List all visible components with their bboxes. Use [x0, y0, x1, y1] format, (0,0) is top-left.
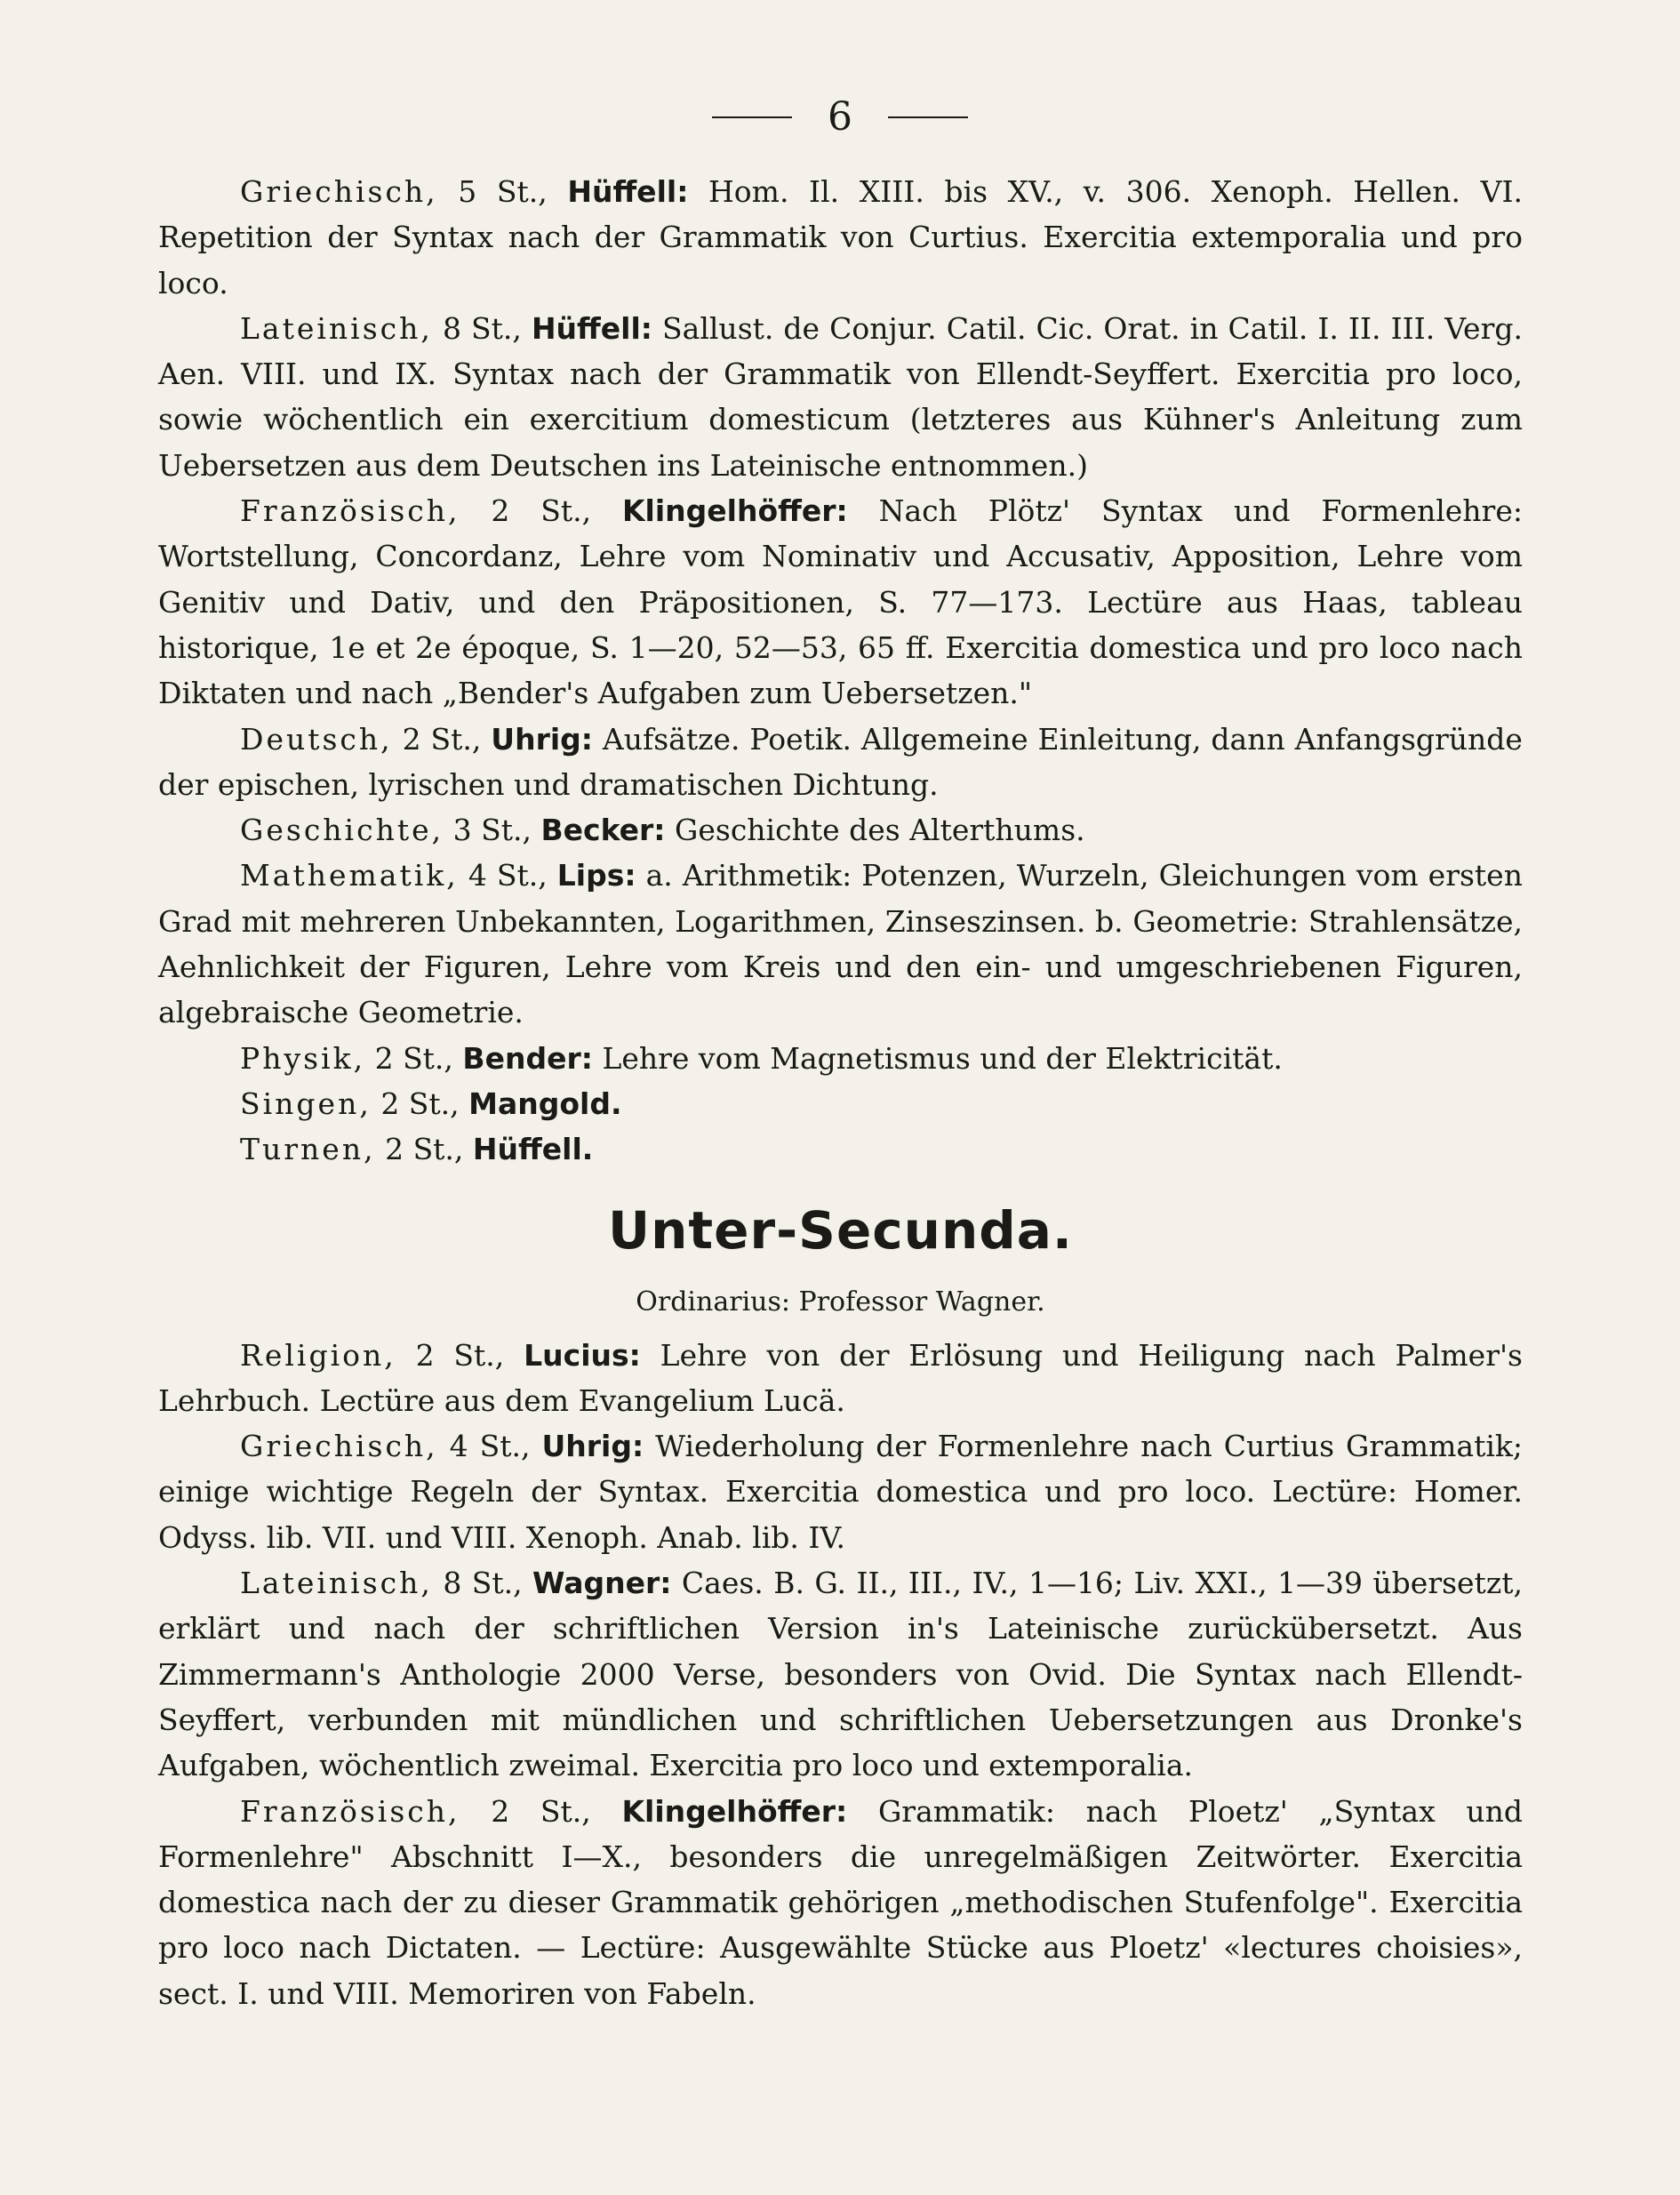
- teacher-name: Bender:: [462, 1040, 593, 1076]
- course-description: Hom. Il. XIII. bis XV., v. 306. Xenoph. Hellen. VI. Repetition der Syntax nach der Grammatik von Curtius. Exercitia extemporalia und pro loco.: [158, 174, 1523, 300]
- hours: 2 St.,: [385, 1132, 464, 1167]
- subject-name: Französisch,: [240, 493, 460, 529]
- hours: 2 St.,: [491, 493, 592, 529]
- teacher-name: Lucius:: [524, 1337, 641, 1373]
- teacher-name: Wagner:: [532, 1566, 672, 1601]
- course-entry: [158, 488, 1523, 716]
- hours: 2 St.,: [402, 721, 482, 757]
- subject-name: Religion,: [240, 1337, 396, 1373]
- course-description: Lehre von der Erlösung und Heiligung nach Palmer's Lehrbuch. Lectüre aus dem Evangelium Lucä.: [158, 1337, 1523, 1418]
- ordinarius-line: Ordinarius: Professor Wagner.: [636, 1286, 1045, 1318]
- course-description: Nach Plötz' Syntax und Formenlehre: Wortstellung, Concordanz, Lehre vom Nominativ und Accusativ, Apposition, Lehre vom Genitiv und Dativ, und den Präpositionen, S. 77—173. Lectüre aus Haas, tableau historique, 1e et 2e époque, S. 1—20, 52—53, 65 ff. Exercitia domestica und pro loco nach Diktaten und nach „Bender's Aufgaben zum Uebersetzen.": [158, 493, 1523, 711]
- hours: 4 St.,: [468, 858, 548, 893]
- teacher-name: Hüffell:: [567, 174, 689, 209]
- section-title: Unter-Secunda.: [608, 1199, 1073, 1261]
- hours: 4 St.,: [449, 1429, 531, 1464]
- teacher-name: Uhrig:: [491, 721, 593, 757]
- hours: 8 St.,: [443, 1566, 523, 1601]
- course-entry: [158, 1789, 1523, 2016]
- hours: 2 St.,: [380, 1085, 460, 1121]
- course-entry: [158, 1036, 1523, 1081]
- hours: 2 St.,: [415, 1337, 505, 1373]
- course-entry: [158, 1560, 1523, 1788]
- subject-name: Singen,: [240, 1085, 372, 1121]
- teacher-name: Becker:: [540, 813, 666, 848]
- course-description: Sallust. de Conjur. Catil. Cic. Orat. in Catil. I. II. III. Verg. Aen. VIII. und IX. Syntax nach der Grammatik von Ellendt-Seyffert. Exercitia pro loco, sowie wöchentlich ein exercitium domesticum (letzteres aus Kühner's Anleitung zum Uebersetzen aus dem Deutschen ins Lateinische entnommen.): [158, 310, 1523, 483]
- course-entry: [158, 1126, 1523, 1172]
- course-entry: [158, 1081, 1523, 1126]
- page-header: [0, 94, 1680, 140]
- course-entry: [158, 807, 1523, 853]
- body-text: [158, 169, 1523, 2016]
- subject-name: Turnen,: [240, 1132, 376, 1167]
- course-entry: [158, 1333, 1523, 1424]
- course-entry: [158, 853, 1523, 1035]
- subject-name: Mathematik,: [240, 858, 459, 893]
- teacher-name: Hüffell:: [531, 310, 652, 346]
- teacher-name: Mangold.: [468, 1085, 622, 1121]
- subject-name: Griechisch,: [240, 1429, 438, 1464]
- hours: 3 St.,: [452, 813, 532, 848]
- upper-section: [158, 169, 1523, 1173]
- hours: 2 St.,: [374, 1040, 453, 1076]
- course-description: Wiederholung der Formenlehre nach Curtius Grammatik; einige wichtige Regeln der Syntax. Exercitia domestica und pro loco. Lectüre: Homer. Odyss. lib. VII. und VIII. Xenoph. Anab. lib. IV.: [158, 1429, 1523, 1555]
- hours: 5 St.,: [458, 174, 548, 209]
- header-rule-right: [888, 116, 968, 118]
- subject-name: Lateinisch,: [240, 1566, 433, 1601]
- subject-name: Deutsch,: [240, 721, 393, 757]
- teacher-name: Klingelhöffer:: [621, 493, 848, 529]
- subject-name: Physik,: [240, 1040, 366, 1076]
- teacher-name: Uhrig:: [541, 1429, 644, 1464]
- teacher-name: Hüffell.: [472, 1132, 594, 1167]
- teacher-name: Klingelhöffer:: [621, 1793, 848, 1829]
- hours: 8 St.,: [442, 310, 522, 346]
- subject-name: Griechisch,: [240, 174, 438, 209]
- course-entry: [158, 1423, 1523, 1560]
- course-description: Aufsätze. Poetik. Allgemeine Einleitung, dann Anfangsgründe der epischen, lyrischen und dramatischen Dichtung.: [158, 721, 1523, 802]
- course-entry: [158, 717, 1523, 808]
- subject-name: Lateinisch,: [240, 310, 433, 346]
- course-description: a. Arithmetik: Potenzen, Wurzeln, Gleichungen vom ersten Grad mit mehreren Unbekannten, Logarithmen, Zinseszinsen. b. Geometrie: Strahlensätze, Aehnlichkeit der Figuren, Lehre vom Kreis und den ein- und umgeschriebenen Figuren, algebraische Geometrie.: [158, 858, 1523, 1030]
- course-entry: [158, 169, 1523, 306]
- header-rule-left: [712, 116, 792, 118]
- course-description: Grammatik: nach Ploetz' „Syntax und Formenlehre" Abschnitt I—X., besonders die unregelmäßigen Zeitwörter. Exercitia domestica nach der zu dieser Grammatik gehörigen „methodischen Stufenfolge". Exercitia pro loco nach Dictaten. — Lectüre: Ausgewählte Stücke aus Ploetz' «lectures choisies», sect. I. und VIII. Memoriren von Fabeln.: [158, 1793, 1524, 2011]
- subject-name: Geschichte,: [240, 813, 444, 848]
- course-description: Lehre vom Magnetismus und der Elektricität.: [602, 1040, 1283, 1076]
- lower-section: [158, 1333, 1523, 2016]
- teacher-name: Lips:: [556, 858, 636, 893]
- subject-name: Französisch,: [240, 1793, 460, 1829]
- course-description: Caes. B. G. II., III., IV., 1—16; Liv. XXI., 1—39 übersetzt, erklärt und nach der schriftlichen Version in's Lateinische zurückübersetzt. Aus Zimmermann's Anthologie 2000 Verse, besonders von Ovid. Die Syntax nach Ellendt-Seyffert, verbunden mit mündlichen und schriftlichen Uebersetzungen aus Dronke's Aufgaben, wöchentlich zweimal. Exercitia pro loco und extemporalia.: [158, 1566, 1523, 1783]
- hours: 2 St.,: [491, 1793, 591, 1829]
- course-entry: [158, 306, 1523, 488]
- course-description: Geschichte des Alterthums.: [675, 813, 1085, 848]
- page-number: 6: [828, 94, 852, 140]
